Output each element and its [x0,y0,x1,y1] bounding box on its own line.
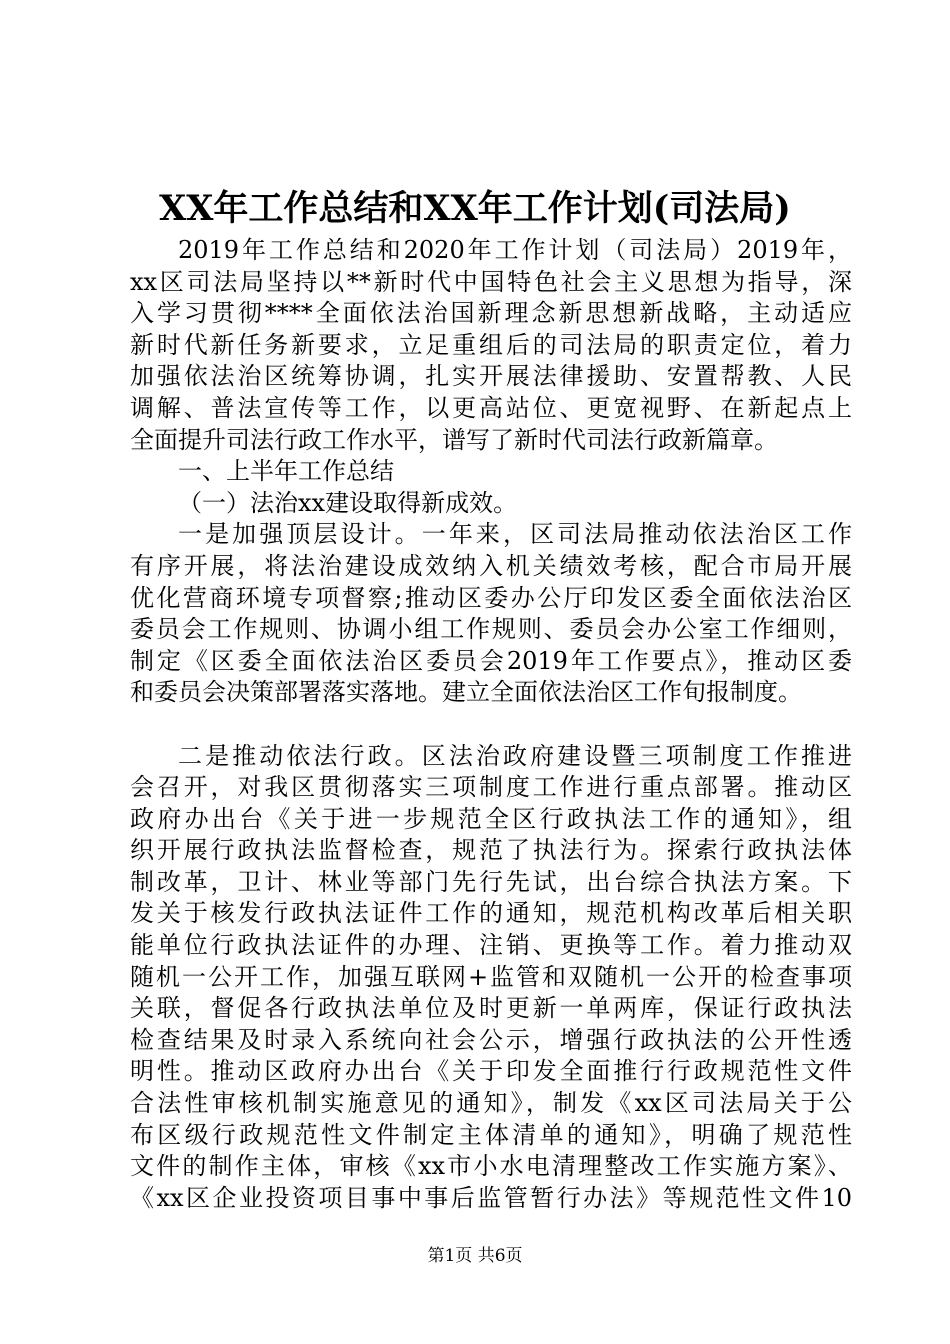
paragraph-line: 优化营商环境专项督察;推动区委办公厅印发区委全面依法治区 [130,583,852,612]
document-title: XX年工作总结和XX年工作计划(司法局) [159,188,791,229]
paragraph-line: 布区级行政规范性文件制定主体清单的通知》，明确了规范性 [130,1120,852,1149]
paragraph-line: 《xx区企业投资项目事中事后监管暂行办法》等规范性文件10 [130,1183,852,1212]
paragraph-line: 政府办出台《关于进一步规范全区行政执法工作的通知》，组 [130,804,852,833]
paragraph-line: 织开展行政执法监督检查，规范了执法行为。探索行政执法体 [130,836,852,865]
subsection-heading: （一）法治xx建设取得新成效。 [178,488,518,517]
document-body [130,235,852,1214]
paragraph-line: 合法性审核机制实施意见的通知》，制发《xx区司法局关于公 [130,1089,852,1118]
paragraph-spacer [130,709,852,741]
paragraph-line: 和委员会决策部署落实落地。建立全面依法治区工作旬报制度。 [130,678,802,707]
section-heading: 一、上半年工作总结 [178,457,394,486]
paragraph-line: xx区司法局坚持以**新时代中国特色社会主义思想为指导，深 [130,267,852,296]
paragraph-line: 制改革，卫计、林业等部门先行先试，出台综合执法方案。下 [130,867,852,896]
paragraph-line: 能单位行政执法证件的办理、注销、更换等工作。着力推动双 [130,931,852,960]
paragraph-line: 新时代新任务新要求，立足重组后的司法局的职责定位，着力 [130,330,852,359]
paragraph-line: 加强依法治区统筹协调，扎实开展法律援助、安置帮教、人民 [130,362,852,391]
paragraph-line: 明性。推动区政府办出台《关于印发全面推行行政规范性文件 [130,1057,852,1086]
paragraph-line: 委员会工作规则、协调小组工作规则、委员会办公室工作细则， [130,615,852,644]
paragraph-line: 全面提升司法行政工作水平，谱写了新时代司法行政新篇章。 [130,425,778,454]
paragraph-line: 文件的制作主体，审核《xx市小水电清理整改工作实施方案》、 [130,1152,852,1181]
paragraph-line: 随机一公开工作，加强互联网+监管和双随机一公开的检查事项 [130,962,852,991]
paragraph-line: 检查结果及时录入系统向社会公示，增强行政执法的公开性透 [130,1025,852,1054]
paragraph-line: 2019年工作总结和2020年工作计划（司法局）2019年， [178,236,852,264]
paragraph-line: 调解、普法宣传等工作，以更高站位、更宽视野、在新起点上 [130,393,852,422]
paragraph-line: 入学习贯彻****全面依法治国新理念新思想新战略，主动适应 [130,299,852,328]
paragraph-line: 会召开，对我区贯彻落实三项制度工作进行重点部署。推动区 [130,773,852,802]
paragraph-line: 关联，督促各行政执法单位及时更新一单两库，保证行政执法 [130,994,852,1023]
paragraph-line: 发关于核发行政执法证件工作的通知，规范机构改革后相关职 [130,899,852,928]
paragraph-line: 一是加强顶层设计。一年来，区司法局推动依法治区工作 [178,520,852,549]
paragraph-line: 有序开展，将法治建设成效纳入机关绩效考核，配合市局开展 [130,551,852,580]
paragraph-line: 二是推动依法行政。区法治政府建设暨三项制度工作推进 [178,741,852,770]
page-footer: 第1页 共6页 [427,1246,523,1266]
paragraph-line: 制定《区委全面依法治区委员会2019年工作要点》，推动区委 [130,646,852,675]
